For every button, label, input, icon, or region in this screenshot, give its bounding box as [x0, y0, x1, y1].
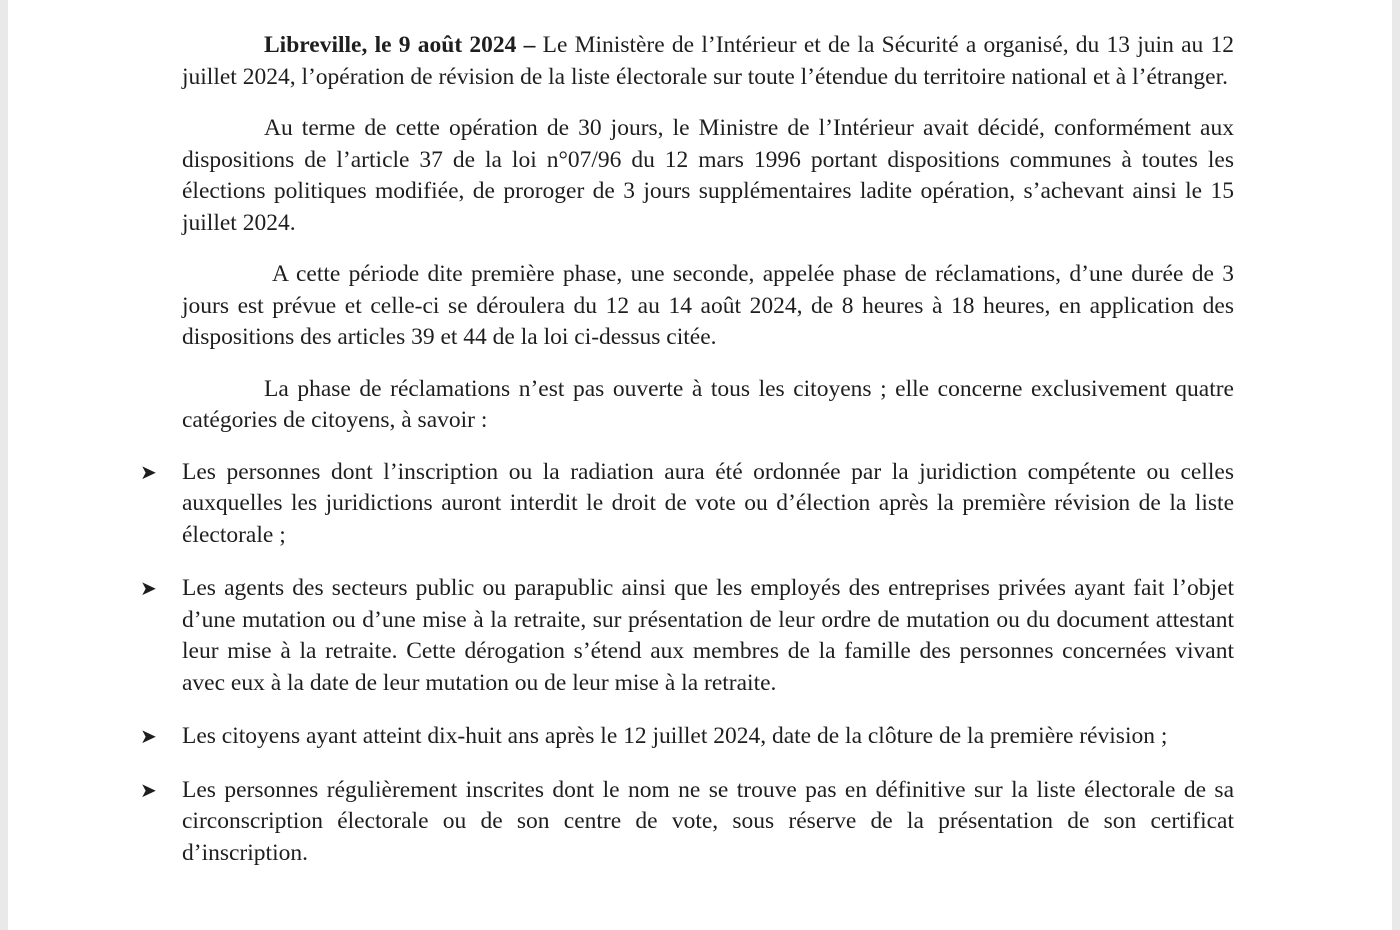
paragraph-categories-intro: La phase de réclamations n’est pas ouverte à tous les citoyens ; elle concerne exclusivement quatre catégories de citoyens, à savoir : — [182, 375, 1234, 433]
list-item — [140, 573, 1234, 699]
arrowhead-icon: ➤ — [140, 724, 157, 748]
list-item — [140, 775, 1234, 870]
paragraph-intro-text: Le Ministère de l’Intérieur et de la Sécurité a organisé, du 13 juin au 12 juillet 2024, l’opération de révision de la liste électorale sur toute l’étendue du territoire national et à l’étranger. — [182, 32, 1234, 90]
paragraph-claims-phase: A cette période dite première phase, une seconde, appelée phase de réclamations, d’une durée de 3 jours est prévue et celle-ci se déroulera du 12 au 14 août 2024, de 8 heures à 18 heures, en application des dispositions des articles 39 et 44 de la loi ci-dessus citée. — [182, 261, 1234, 350]
list-item-text: Les citoyens ayant atteint dix-huit ans après le 12 juillet 2024, date de la clôture de la première révision ; — [182, 723, 1168, 749]
arrowhead-icon: ➤ — [140, 576, 157, 600]
list-item-text: Les agents des secteurs public ou parapublic ainsi que les employés des entreprises privées ayant fait l’objet d’une mutation ou d’une mise à la retraite, sur présentation de leur ordre de mutation ou du document attestant leur mise à la retraite. Cette dérogation s’étend aux membres de la famille des personnes concernées vivant avec eux à la date de leur mutation ou de leur mise à la retraite. — [182, 575, 1234, 696]
list-item-text: Les personnes dont l’inscription ou la radiation aura été ordonnée par la juridiction compétente ou celles auxquelles les juridictions auront interdit le droit de vote ou d’élection après la première révision de la liste électorale ; — [182, 458, 1234, 548]
list-item — [140, 457, 1234, 552]
dateline: Libreville, le 9 août 2024 – — [264, 32, 536, 58]
paragraph-extension: Au terme de cette opération de 30 jours, le Ministre de l’Intérieur avait décidé, conformément aux dispositions de l’article 37 de la loi n°07/96 du 12 mars 1996 portant dispositions communes à toutes les élections politiques modifiée, de proroger de 3 jours supplémentaires ladite opération, s’achevant ainsi le 15 juillet 2024. — [182, 115, 1234, 236]
paragraph-intro — [182, 30, 1234, 93]
categories-list — [140, 457, 1234, 870]
list-item-text: Les personnes régulièrement inscrites dont le nom ne se trouve pas en définitive sur la liste électorale de sa circonscription électorale ou de son centre de vote, sous réserve de la présentation de son certificat d’inscription. — [182, 776, 1234, 866]
arrowhead-icon: ➤ — [140, 459, 157, 484]
document-page — [8, 0, 1392, 930]
document-body — [140, 30, 1234, 891]
list-item — [140, 721, 1234, 753]
arrowhead-icon: ➤ — [140, 777, 157, 802]
